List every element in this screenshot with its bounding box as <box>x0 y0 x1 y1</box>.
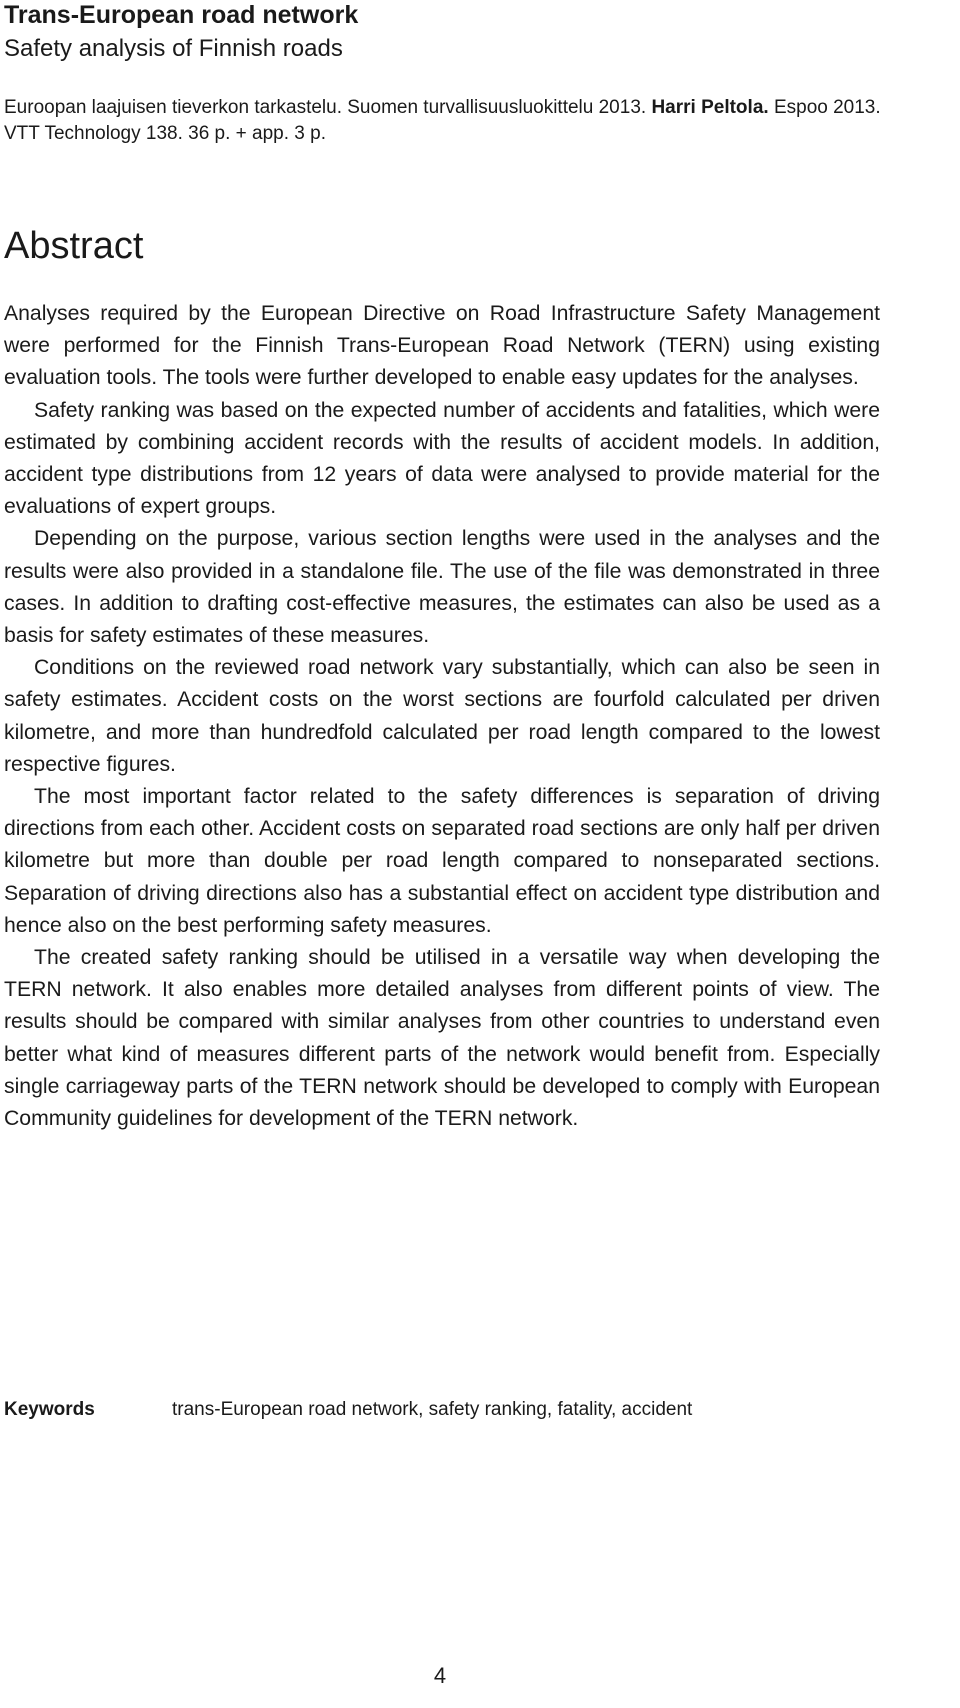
page-number: 4 <box>433 1663 447 1688</box>
report-subtitle: Safety analysis of Finnish roads <box>4 35 343 62</box>
keywords-label: Keywords <box>4 1399 95 1420</box>
report-title: Trans-European road network <box>4 1 359 29</box>
abstract-paragraph-2: Safety ranking was based on the expected number of accidents and fatalities, which were estimated by combining accident records with the results of accident models. In addition, accident type distributions from 12 years of data were analysed to provide material for the evaluations of expert groups. <box>4 398 880 519</box>
abstract-paragraph-5: The most important factor related to the safety differences is separation of driving directions from each other. Accident costs on separated road sections are only half per driven kilometre but more than double per road length compared to nonseparated sections. Separation of driving directions also has a substantial effect on accident type distribution and hence also on the best performing safety measures. <box>4 785 880 937</box>
abstract-paragraph-3: Depending on the purpose, various section lengths were used in the analyses and the results were also provided in a standalone file. The use of the file was demonstrated in three cases. In addition to drafting cost-effective measures, the estimates can also be used as a basis for safety estimates of these measures. <box>4 527 880 648</box>
keywords-value: trans-European road network, safety ranking, fatality, accident <box>172 1399 693 1420</box>
abstract-paragraph-1: Analyses required by the European Directive on Road Infrastructure Safety Management were performed for the Finnish Trans-European Road Network (TERN) using existing evaluation tools. The tools were further developed to enable easy updates for the analyses. <box>4 302 880 390</box>
citation-author: Harri Peltola. <box>651 97 769 118</box>
bibliographic-citation <box>4 95 904 147</box>
abstract-body <box>4 298 880 1135</box>
abstract-paragraph-4: Conditions on the reviewed road network vary substantially, which can also be seen in safety estimates. Accident costs on the worst sections are fourfold calculated per driven kilometre, and more than hundredfold calculated per road length compared to the lowest respective figures. <box>4 656 880 776</box>
citation-text-after-author: Espoo 2013. VTT Technology 138. 36 p. + app. 3 p. <box>4 97 881 144</box>
citation-text-before-author: Euroopan laajuisen tieverkon tarkastelu. Suomen turvallisuusluokittelu 2013. <box>4 97 652 118</box>
abstract-paragraph-6: The created safety ranking should be utilised in a versatile way when developing the TERN network. It also enables more detailed analyses from different points of view. The results should be compared with similar analyses from other countries to understand even better what kind of measures different parts of the network would benefit from. Especially single carriageway parts of the TERN network should be developed to comply with European Community guidelines for development of the TERN network. <box>4 946 880 1131</box>
abstract-heading: Abstract <box>4 225 144 267</box>
